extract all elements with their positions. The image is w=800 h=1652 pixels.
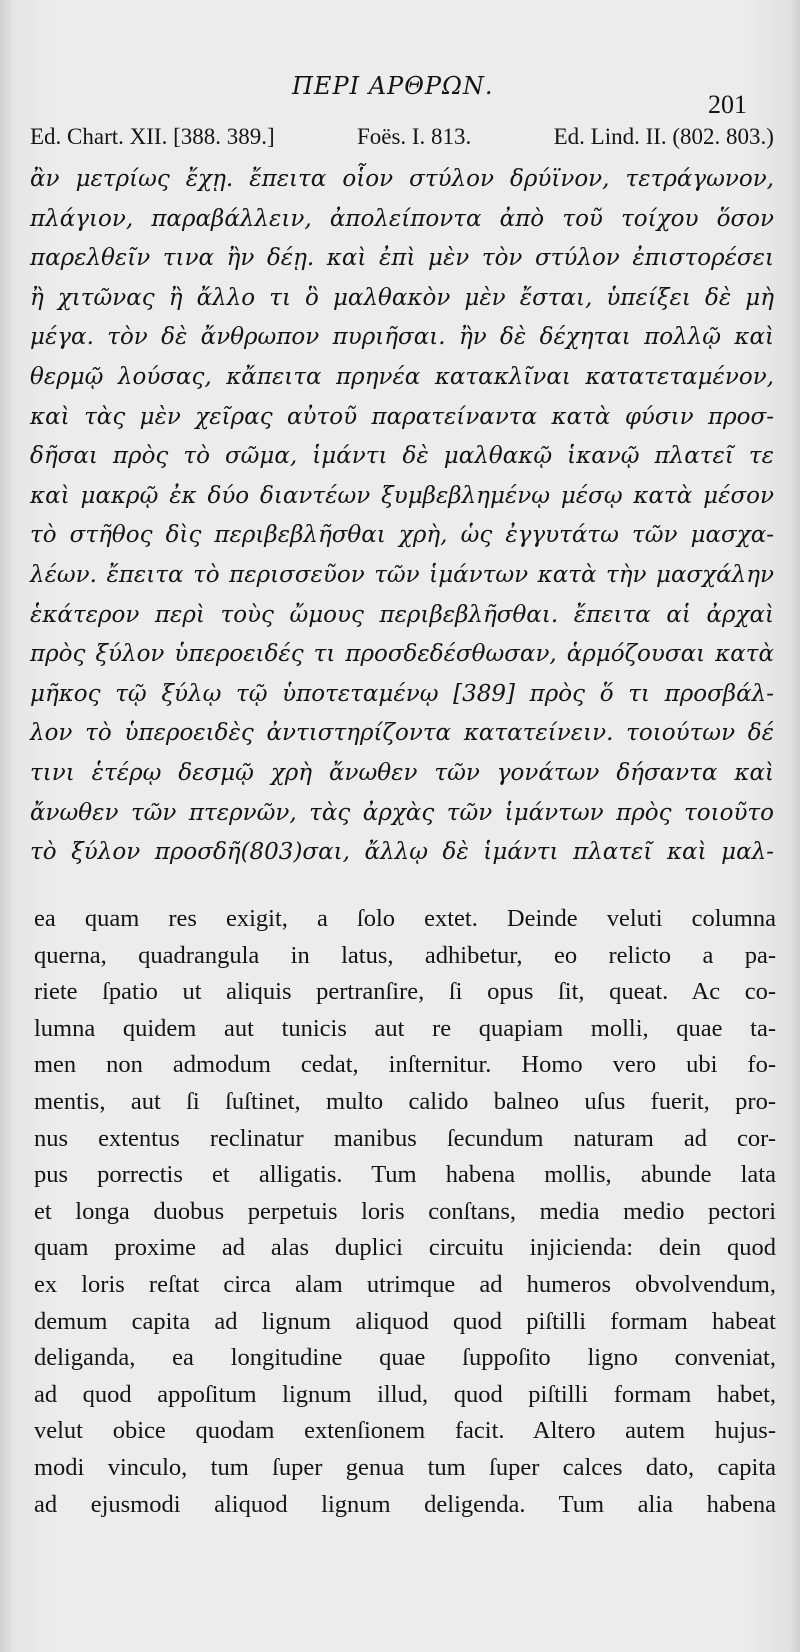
latin-line: ea quam res exigit, a ſolo extet. Deinde veluti columna bbox=[34, 905, 776, 932]
foes-reference: Foës. I. 813. bbox=[356, 124, 472, 149]
greek-line: τινι ἑτέρῳ δεσμῷ χρὴ ἄνωθεν τῶν γονάτων δήσαντα καὶ bbox=[30, 759, 774, 786]
chartier-reference: Ed. Chart. XII. [388. 389.] bbox=[30, 124, 275, 149]
latin-line: ex loris reſtat circa alam utrimque ad humeros obvolvendum, bbox=[34, 1270, 776, 1298]
greek-line: ἢ χιτῶνας ἢ ἄλλο τι ὃ μαλθακὸν μὲν ἔσται, ὑπείξει δὲ μὴ bbox=[30, 284, 774, 311]
latin-line: nus extentus reclinatur manibus ſecundum naturam ad cor- bbox=[34, 1124, 776, 1152]
greek-line: μῆκος τῷ ξύλῳ τῷ ὑποτεταμένῳ [389] πρὸς ὅ τι προσβάλ- bbox=[30, 680, 774, 707]
latin-line: men non admodum cedat, inſternitur. Homo vero ubi fo- bbox=[34, 1051, 776, 1079]
latin-line: mentis, aut ſi ſuſtinet, multo calido balneo uſus fuerit, pro- bbox=[34, 1087, 776, 1115]
latin-text-block bbox=[34, 901, 776, 1523]
greek-line: καὶ τὰς μὲν χεῖρας αὐτοῦ παρατείναντα κατὰ φύσιν προσ- bbox=[30, 403, 774, 430]
latin-line: lumna quidem aut tunicis aut re quapiam molli, quae ta- bbox=[34, 1014, 776, 1042]
latin-line: et longa duobus perpetuis loris conſtans, media medio pectori bbox=[34, 1197, 776, 1225]
greek-line: λον τὸ ὑπεροειδὲς ἀντιστηρίζοντα κατατείνειν. τοιούτων δέ bbox=[30, 720, 774, 747]
latin-line: ad ejusmodi aliquod lignum deligenda. Tum alia habena bbox=[34, 1490, 776, 1518]
greek-line: δῆσαι πρὸς τὸ σῶμα, ἱμάντι δὲ μαλθακῷ ἱκανῷ πλατεῖ τε bbox=[30, 443, 774, 470]
greek-line: τὸ στῆθος δὶς περιβεβλῆσθαι χρὴ, ὡς ἐγγυτάτω τῶν μασχα- bbox=[30, 522, 774, 549]
latin-line: pus porrectis et alligatis. Tum habena mollis, abunde lata bbox=[34, 1161, 776, 1189]
greek-line: καὶ μακρῷ ἐκ δύο διαντέων ξυμβεβλημένῳ μέσῳ κατὰ μέσον bbox=[30, 482, 774, 509]
greek-line: μέγα. τὸν δὲ ἄνθρωπον πυριῆσαι. ἢν δὲ δέχηται πολλῷ καὶ bbox=[30, 324, 774, 351]
greek-line: παρελθεῖν τινα ἢν δέῃ. καὶ ἐπὶ μὲν τὸν στύλον ἐπιστορέσει bbox=[30, 245, 774, 272]
latin-line: demum capita ad lignum aliquod quod piſtilli formam habeat bbox=[34, 1307, 776, 1335]
greek-line: ἑκάτερον περὶ τοὺς ὤμους περιβεβλῆσθαι. ἔπειτα αἱ ἀρχαὶ bbox=[30, 601, 774, 628]
latin-line: ad quod appoſitum lignum illud, quod piſtilli formam habet, bbox=[34, 1380, 776, 1408]
running-title: ΠΕΡΙ ΑΡΘΡΩΝ. bbox=[292, 72, 494, 100]
edition-references bbox=[30, 124, 774, 150]
greek-line: ἄνωθεν τῶν πτερνῶν, τὰς ἀρχὰς τῶν ἱμάντων πρὸς τοιοῦτο bbox=[30, 799, 774, 826]
latin-line: querna, quadrangula in latus, adhibetur, eo relicto a pa- bbox=[34, 941, 776, 969]
latin-line: modi vinculo, tum ſuper genua tum ſuper calces dato, capita bbox=[34, 1453, 776, 1481]
greek-line: θερμῷ λούσας, κἄπειτα πρηνέα κατακλῖναι κατατεταμένον, bbox=[30, 363, 774, 390]
greek-line: πρὸς ξύλον ὑπεροειδές τι προσδεδέσθωσαν, ἁρμόζουσαι κατὰ bbox=[30, 641, 774, 668]
latin-line: riete ſpatio ut aliquis pertranſire, ſi opus ſit, queat. Ac co- bbox=[34, 978, 776, 1006]
linden-reference: Ed. Lind. II. (802. 803.) bbox=[553, 124, 774, 149]
latin-line: quam proxime ad alas duplici circuitu injicienda: dein quod bbox=[34, 1234, 776, 1262]
greek-text-block bbox=[30, 160, 774, 873]
greek-line: τὸ ξύλον προσδῆ(803)σαι, ἄλλῳ δὲ ἱμάντι πλατεῖ καὶ μαλ- bbox=[30, 839, 774, 866]
latin-line: velut obice quodam extenſionem facit. Altero autem hujus- bbox=[34, 1417, 776, 1445]
page-number: 201 bbox=[708, 90, 747, 119]
greek-line: λέων. ἔπειτα τὸ περισσεῦον τῶν ἱμάντων κατὰ τὴν μασχάλην bbox=[30, 561, 774, 588]
greek-line: πλάγιον, παραβάλλειν, ἀπολείποντα ἀπὸ τοῦ τοίχου ὅσον bbox=[30, 205, 774, 232]
greek-line: ἂν μετρίως ἔχῃ. ἔπειτα οἷον στύλον δρύϊνον, τετράγωνον, bbox=[30, 166, 774, 192]
page-header bbox=[0, 72, 800, 119]
latin-line: deliganda, ea longitudine quae ſuppoſito ligno conveniat, bbox=[34, 1344, 776, 1372]
